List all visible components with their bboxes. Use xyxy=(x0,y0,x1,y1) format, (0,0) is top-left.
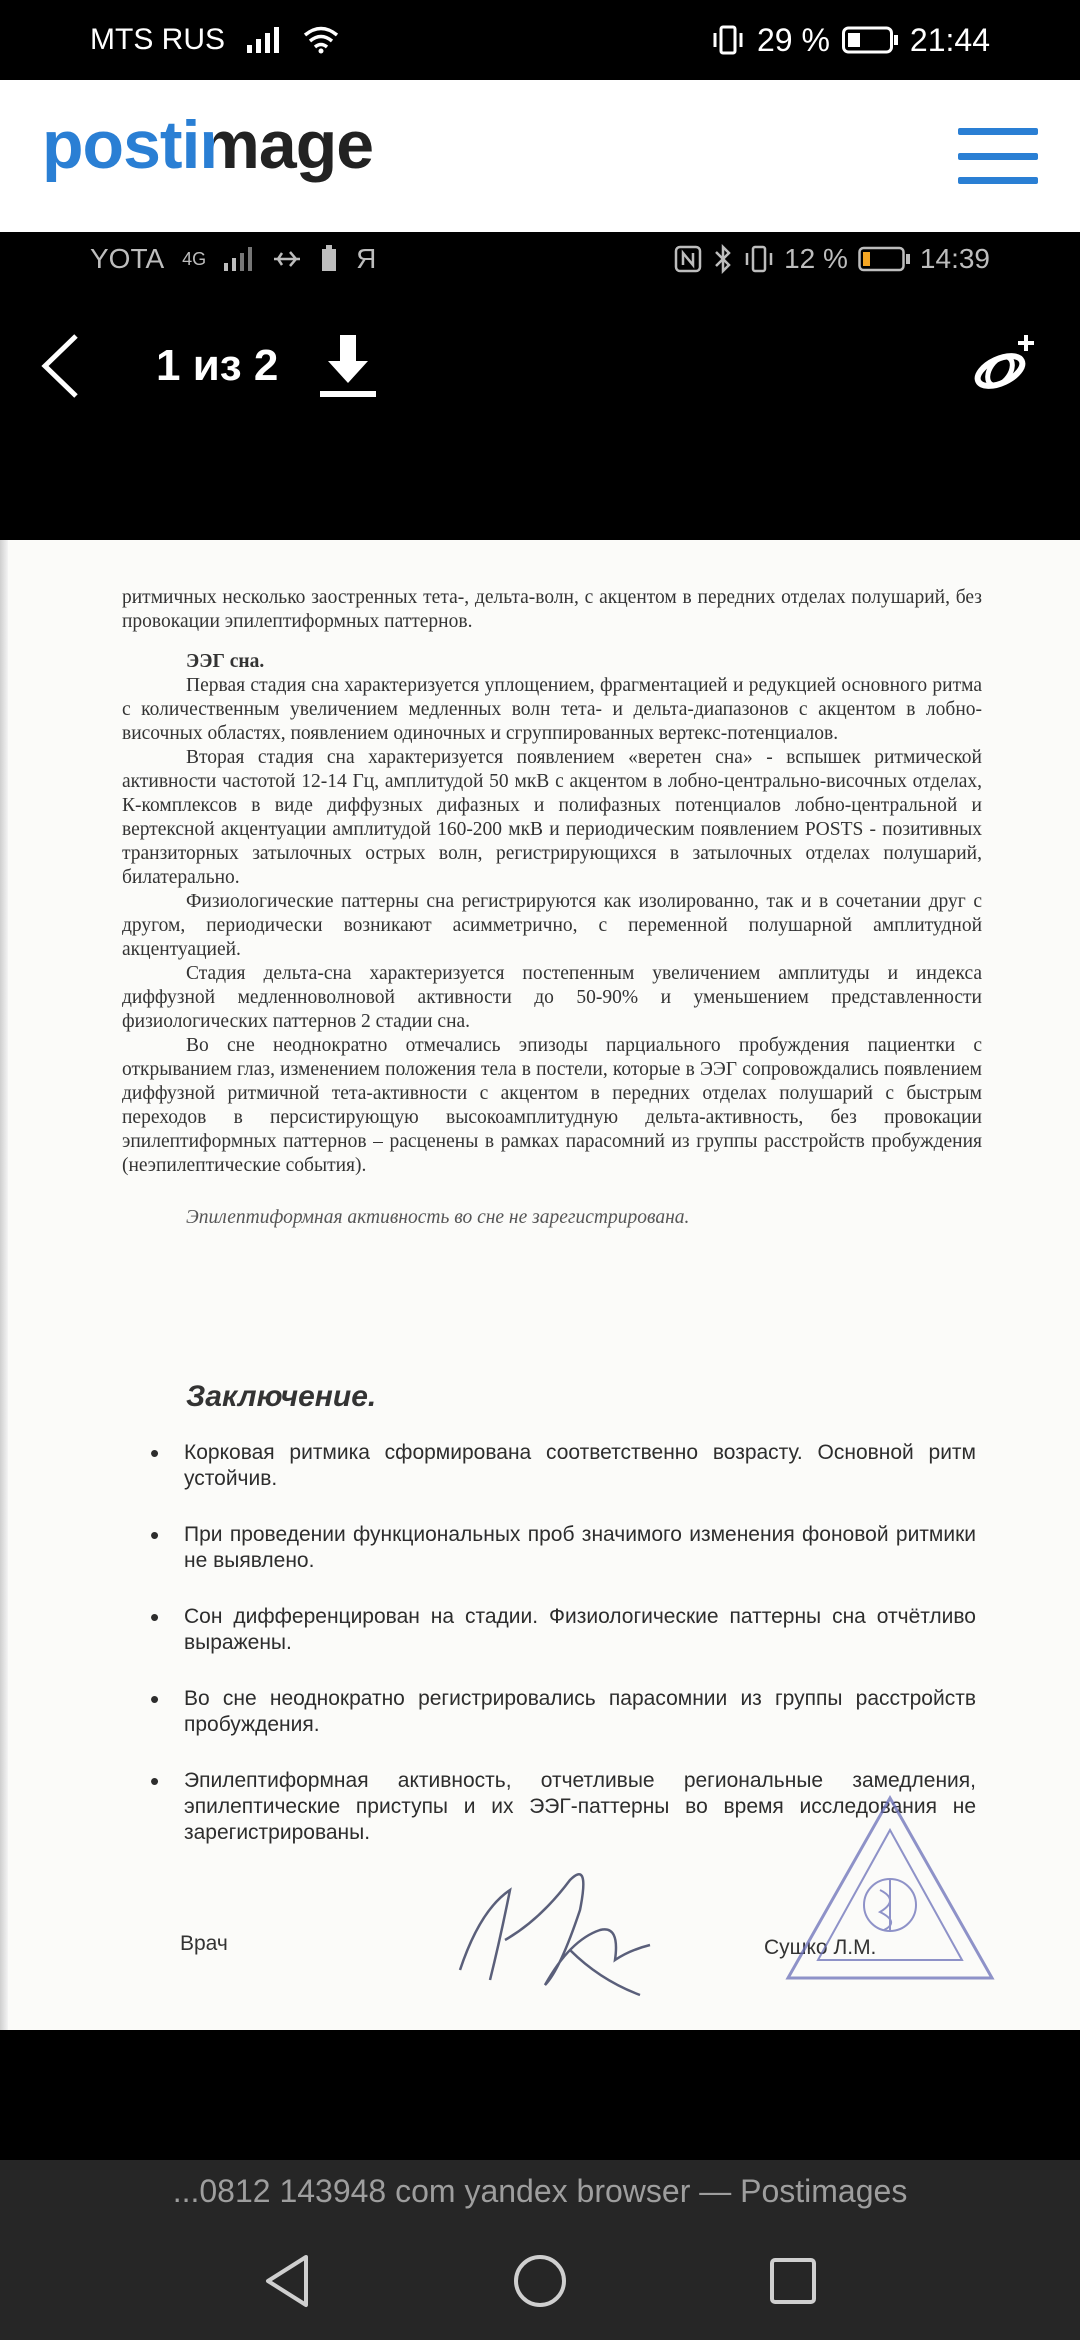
circle-home-icon xyxy=(512,2253,568,2309)
clock: 21:44 xyxy=(909,21,990,58)
menu-line xyxy=(958,128,1038,135)
vibrate-icon xyxy=(711,25,745,55)
chevron-left-icon xyxy=(40,333,80,399)
image-viewer-toolbar xyxy=(0,306,1080,426)
doctor-name: Сушко Л.М. xyxy=(764,1936,877,1959)
document-body xyxy=(122,586,982,1230)
download-icon xyxy=(318,331,378,401)
signal-icon xyxy=(247,27,281,53)
inner-vibrate-icon xyxy=(744,245,774,273)
postimage-logo[interactable] xyxy=(42,106,442,206)
menu-line xyxy=(958,153,1038,160)
doc-paragraph: Первая стадия сна характеризуется уплощением, фрагментацией и редукцией основного ритма с количественным увеличением медленных волн тета- и дельта-диапазонов с акцентом в лобно-височных областях, появлением одиночных и сгруппированных вертекс-потенциалов. xyxy=(122,675,982,744)
back-button[interactable] xyxy=(40,326,100,406)
nav-recents-button[interactable] xyxy=(753,2241,833,2321)
wifi-icon xyxy=(303,26,339,54)
system-status-bar xyxy=(0,0,1080,80)
inner-battery-icon xyxy=(858,246,910,272)
menu-line xyxy=(958,177,1038,184)
inner-clock: 14:39 xyxy=(919,243,990,274)
inner-signal-icon xyxy=(224,247,254,271)
inner-carrier-label: YOTA xyxy=(90,243,165,274)
add-to-collection-button[interactable] xyxy=(970,331,1040,401)
image-counter: 1 из 2 xyxy=(156,341,279,390)
yandex-app-icon: Я xyxy=(356,243,377,274)
nav-home-button[interactable] xyxy=(500,2241,580,2321)
bluetooth-icon xyxy=(712,244,734,274)
add-collection-icon xyxy=(970,331,1040,401)
browser-title-bar[interactable] xyxy=(0,2160,1080,2222)
medical-stamp xyxy=(780,1790,1000,1990)
hamburger-menu-button[interactable] xyxy=(958,124,1038,188)
doc-paragraph: Физиологические паттерны сна регистрируются как изолированно, так и в сочетании друг с другом, периодически возникают асимметрично, с переменной полушарной амплитудной акцентуацией. xyxy=(122,891,982,960)
network-type: 4G xyxy=(182,248,207,269)
battery-percent: 29 % xyxy=(756,21,830,58)
list-item: • При проведении функциональных проб значимого изменения фоновой ритмики не выявлено. xyxy=(150,1522,976,1574)
inner-status-bar xyxy=(0,232,1080,286)
square-recents-icon xyxy=(768,2256,818,2306)
battery-icon xyxy=(842,26,898,54)
page-url-text: ...0812 143948 com yandex browser — Postimages xyxy=(172,2172,908,2209)
document-image xyxy=(0,540,1080,2030)
system-navigation-bar xyxy=(0,2222,1080,2340)
section-title: ЭЭГ сна. xyxy=(186,651,265,672)
inner-battery-percent: 12 % xyxy=(784,243,848,274)
page-edge xyxy=(0,540,8,2030)
postimage-logo-graphic xyxy=(42,116,442,196)
usb-icon xyxy=(272,247,302,271)
triangle-back-icon xyxy=(262,2253,312,2309)
carrier-label: MTS RUS xyxy=(90,23,225,56)
list-item: • Эпилептиформная активность, отчетливые региональные замедления, эпилептические приступы и их ЭЭГ-паттерны во время исследования не зарегистрированы. xyxy=(150,1768,976,1846)
site-header xyxy=(0,80,1080,232)
nfc-icon xyxy=(674,245,702,273)
list-item: • Корковая ритмика сформирована соответственно возрасту. Основной ритм устойчив. xyxy=(150,1440,976,1492)
doctor-label: Врач xyxy=(180,1932,228,1955)
list-item: • Сон дифференцирован на стадии. Физиологические паттерны сна отчётливо выражены. xyxy=(150,1604,976,1656)
doc-paragraph: Стадия дельта-сна характеризуется постепенным увеличением амплитуды и индекса диффузной медленноволновой активности до 50-90% и уменьшением представленности физиологических паттернов 2 стадии сна. xyxy=(122,963,982,1032)
conclusion-title: Заключение. xyxy=(186,1380,377,1413)
nav-back-button[interactable] xyxy=(247,2241,327,2321)
doc-paragraph: Во сне неоднократно отмечались эпизоды парциального пробуждения пациентки с открыванием глаз, изменением положения тела в постели, которые в ЭЭГ сопровождались появлением диффузной ритмичной тета-активности с акцентом в передних отделах полушарий с быстрым переходов в персистирующую высокоамплитудную дельта-активность, без провокации эпилептиформных паттернов – расценены в рамках парасомний из группы расстройств пробуждения (неэпилептические события). xyxy=(122,1035,982,1176)
doc-intro: ритмичных несколько заостренных тета-, дельта-волн, с акцентом в передних отделах полушарий, без провокации эпилептиформных паттернов. xyxy=(122,587,982,632)
doc-note: Эпилептиформная активность во сне не зарегистрирована. xyxy=(186,1207,690,1228)
list-item: • Во сне неоднократно регистрировались парасомнии из группы расстройств пробуждения. xyxy=(150,1686,976,1738)
svg-text:postimage: postimage xyxy=(42,116,374,183)
doc-paragraph: Вторая стадия сна характеризуется появлением «веретен сна» - вспышек ритмической активности частотой 12-14 Гц, амплитудой 50 мкВ с акцентом в лобно-центрально-височных отделах, К-комплексов в виде диффузных дифазных и полифазных потенциалов лобно-центральной и вертексной акцентуации амплитудой 160-200 мкВ и периодическим появлением POSTS - позитивных транзиторных затылочных острых волн, регистрирующихся в затылочных отделах полушарий, билатерально. xyxy=(122,747,982,888)
signature xyxy=(450,1850,680,2000)
download-button[interactable] xyxy=(318,331,378,401)
battery-saver-icon xyxy=(320,245,338,273)
